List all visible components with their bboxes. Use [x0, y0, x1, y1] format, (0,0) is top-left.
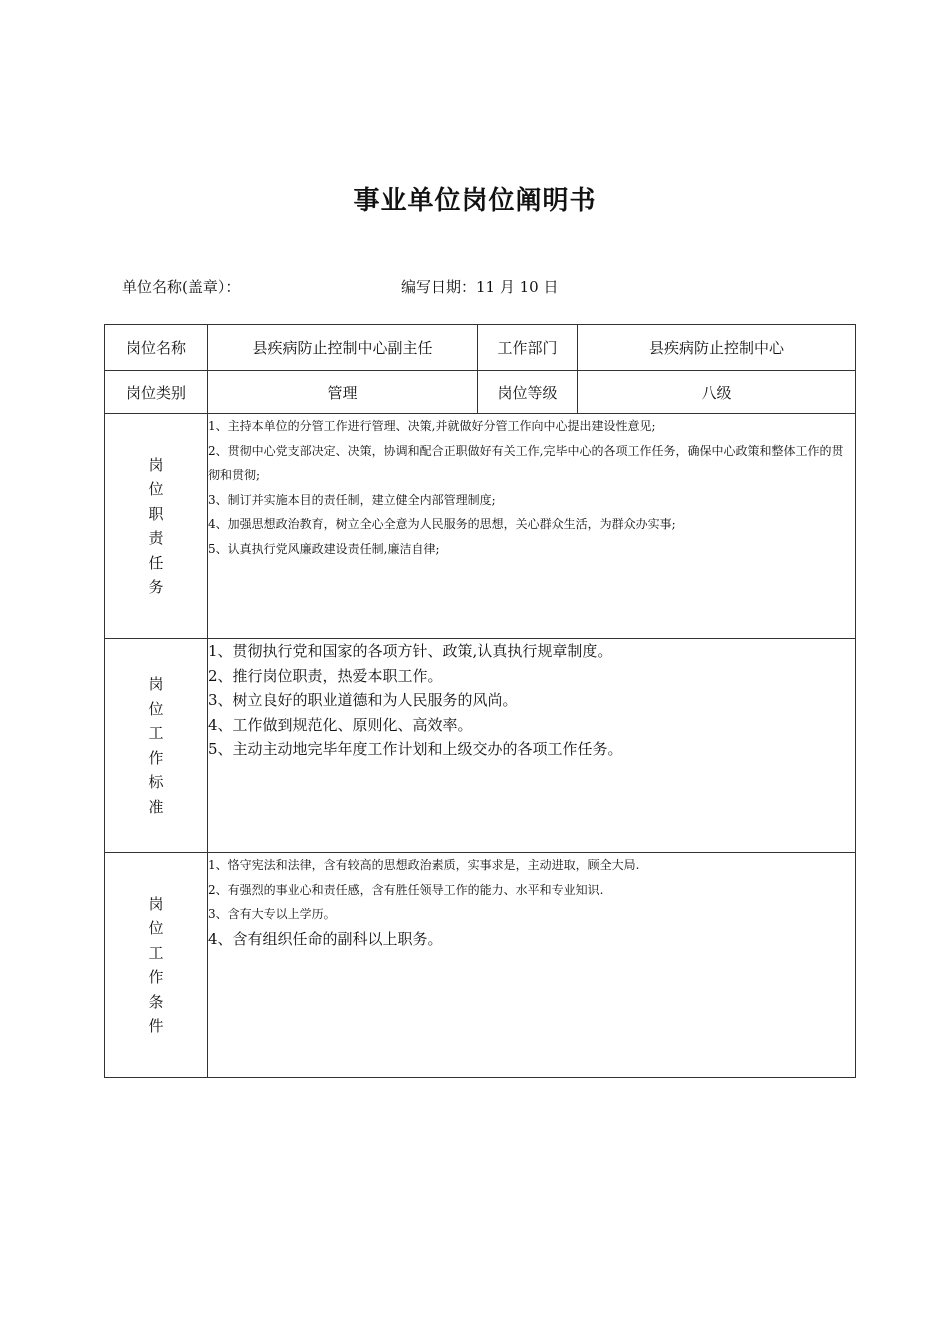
condition-item: 2、有强烈的事业心和责任感，含有胜任领导工作的能力、水平和专业知识.	[208, 882, 604, 897]
duty-item: 5、认真执行党风廉政建设责任制,廉洁自律;	[208, 541, 440, 556]
standard-item: 1、贯彻执行党和国家的各项方针、政策,认真执行规章制度。	[208, 642, 613, 660]
conditions-label	[134, 892, 178, 1039]
standards-label-line: 工作	[148, 724, 174, 767]
post-name-label: 岗位名称	[105, 325, 208, 371]
duty-item: 1、主持本单位的分管工作进行管理、决策,并就做好分管工作向中心提出建设性意见;	[208, 419, 656, 433]
table-row	[105, 639, 856, 853]
grade-value: 八级	[578, 371, 856, 414]
duties-label-cell	[105, 414, 208, 639]
condition-item: 3、含有大专以上学历。	[208, 907, 336, 921]
conditions-label-cell	[105, 853, 208, 1078]
duties-label-line: 任务	[148, 553, 174, 596]
duties-content	[208, 414, 856, 639]
department-label: 工作部门	[478, 325, 578, 371]
post-description-table	[104, 324, 856, 1078]
duty-item: 3、制订并实施本目的责任制，建立健全内部管理制度;	[208, 492, 496, 507]
standard-item: 4、工作做到规范化、原则化、高效率。	[208, 715, 473, 734]
condition-item: 4、含有组织任命的副科以上职务。	[208, 929, 443, 948]
standards-content	[208, 639, 856, 853]
duties-label-line: 职责	[148, 504, 174, 547]
category-label: 岗位类别	[105, 371, 208, 414]
table-row	[105, 853, 856, 1078]
duty-item: 2、贯彻中心党支部决定、决策，协调和配合正职做好有关工作,完毕中心的各项工作任务，确保中心政策和整体工作的贯彻和贯彻;	[208, 443, 844, 482]
unit-name-label: 单位名称(盖章）：	[122, 278, 241, 296]
standards-label-cell	[105, 639, 208, 853]
standard-item: 5、主动主动地完毕年度工作计划和上级交办的各项工作任务。	[208, 740, 623, 758]
conditions-label-line: 条件	[148, 992, 174, 1035]
post-name-value: 县疾病防止控制中心副主任	[208, 325, 478, 371]
table-row	[105, 371, 856, 414]
standards-label	[134, 672, 178, 819]
condition-item: 1、恪守宪法和法律，含有较高的思想政治素质，实事求是，主动进取，顾全大局.	[208, 858, 640, 872]
department-value: 县疾病防止控制中心	[578, 325, 856, 371]
conditions-content	[208, 853, 856, 1078]
duties-label-line: 岗位	[148, 455, 174, 498]
table-row	[105, 414, 856, 639]
standard-item: 2、推行岗位职责，热爱本职工作。	[208, 666, 443, 685]
grade-label: 岗位等级	[478, 371, 578, 414]
duties-label	[134, 453, 178, 600]
conditions-label-line: 岗位	[148, 894, 174, 937]
table-row	[105, 325, 856, 371]
document-title: 事业单位岗位阐明书	[353, 186, 597, 216]
conditions-label-line: 工作	[148, 943, 174, 986]
standards-label-line: 岗位	[148, 675, 174, 718]
date-label: 编写日期：11 月 10 日	[401, 278, 559, 296]
category-value: 管理	[208, 371, 478, 414]
duty-item: 4、加强思想政治教育，树立全心全意为人民服务的思想，关心群众生活，为群众办实事;	[208, 517, 676, 531]
standards-label-line: 标准	[148, 773, 174, 816]
standard-item: 3、树立良好的职业道德和为人民服务的风尚。	[208, 691, 518, 709]
